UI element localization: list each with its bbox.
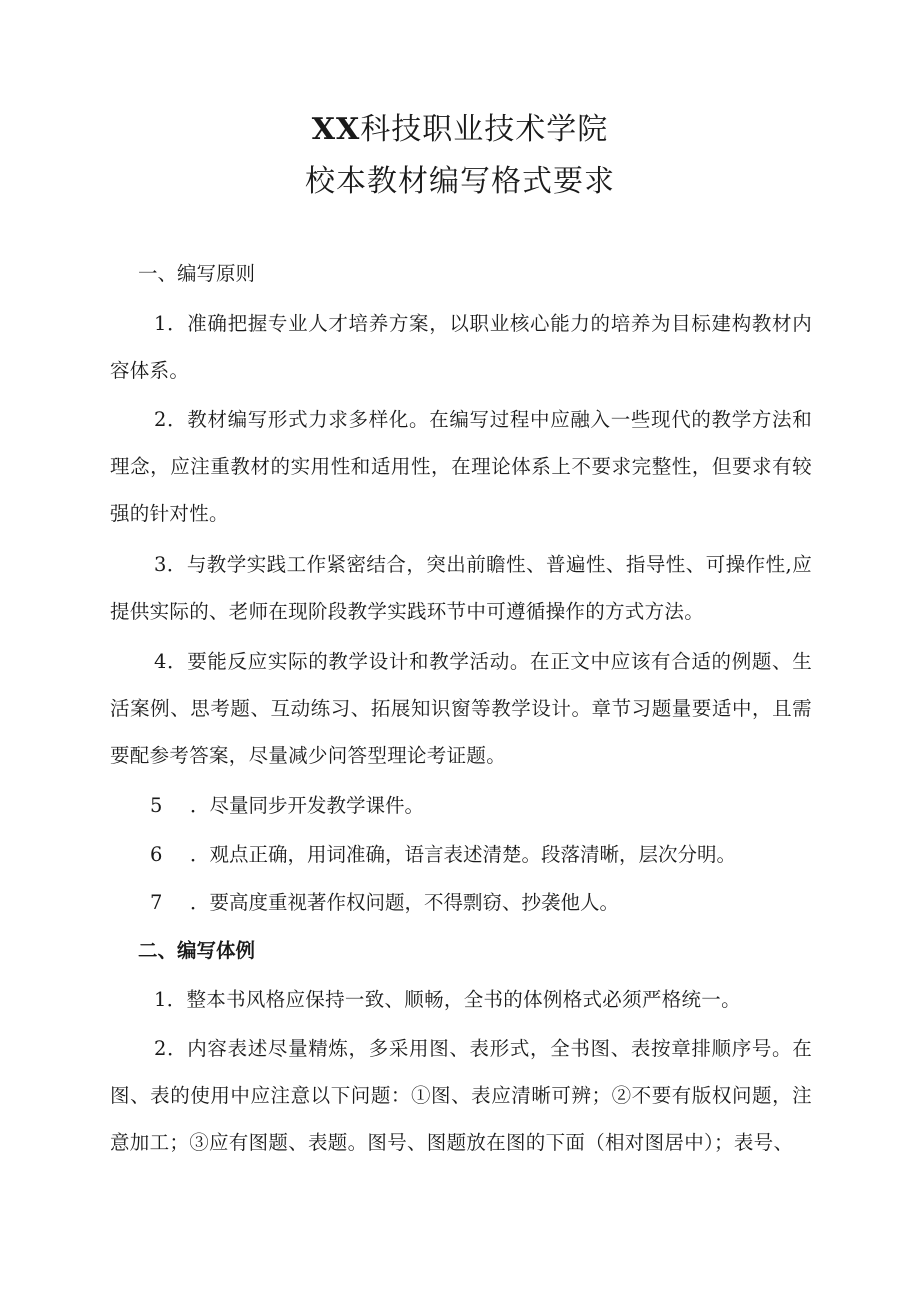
item-number: 7 — [150, 891, 163, 914]
item-text: ．尽量同步开发教学课件。 — [190, 794, 425, 817]
title-institution: 科技职业技术学院 — [360, 112, 609, 147]
principle-item-6 — [150, 835, 736, 875]
principle-item-3: 3．与教学实践工作紧密结合，突出前瞻性、普遍性、指导性、可操作性,应提供实际的、老师在现阶段教学实践环节中可遵循操作的方式方法。 — [110, 553, 812, 623]
principle-item-4: 4．要能反应实际的教学设计和教学活动。在正文中应该有合适的例题、生活案例、思考题、互动练习、拓展知识窗等教学设计。章节习题量要适中，且需要配参考答案，尽量减少问答型理论考证题。 — [110, 650, 812, 767]
principle-item-7 — [150, 883, 619, 923]
section-heading-principles: 一、编写原则 — [138, 262, 256, 285]
document-title-line2: 校本教材编写格式要求 — [305, 164, 615, 199]
format-item-1: 1．整本书风格应保持一致、顺畅，全书的体例格式必须严格统一。 — [154, 988, 741, 1011]
item-number: 5 — [150, 794, 163, 817]
principle-item-2: 2．教材编写形式力求多样化。在编写过程中应融入一些现代的教学方法和理念，应注重教材的实用性和适用性，在理论体系上不要求完整性，但要求有较强的针对性。 — [110, 408, 812, 525]
item-text: ．要高度重视著作权问题，不得剽窃、抄袭他人。 — [190, 891, 620, 914]
format-item-2: 2．内容表述尽量精炼，多采用图、表形式，全书图、表按章排顺序号。在图、表的使用中应注意以下问题：①图、表应清晰可辨；②不要有版权问题，注意加工；③应有图题、表题。图号、图题放在图的下面（相对图居中）；表号、 — [110, 1037, 812, 1154]
section-heading-format: 二、编写体例 — [138, 939, 256, 962]
item-text: ．观点正确，用词准确，语言表述清楚。段落清晰，层次分明。 — [190, 843, 737, 866]
item-number: 6 — [150, 843, 163, 866]
principle-item-5 — [150, 786, 424, 826]
title-prefix: XX — [311, 112, 361, 147]
document-title-line1 — [0, 110, 920, 150]
principle-item-1: 1．准确把握专业人才培养方案，以职业核心能力的培养为目标建构教材内容体系。 — [110, 312, 812, 382]
